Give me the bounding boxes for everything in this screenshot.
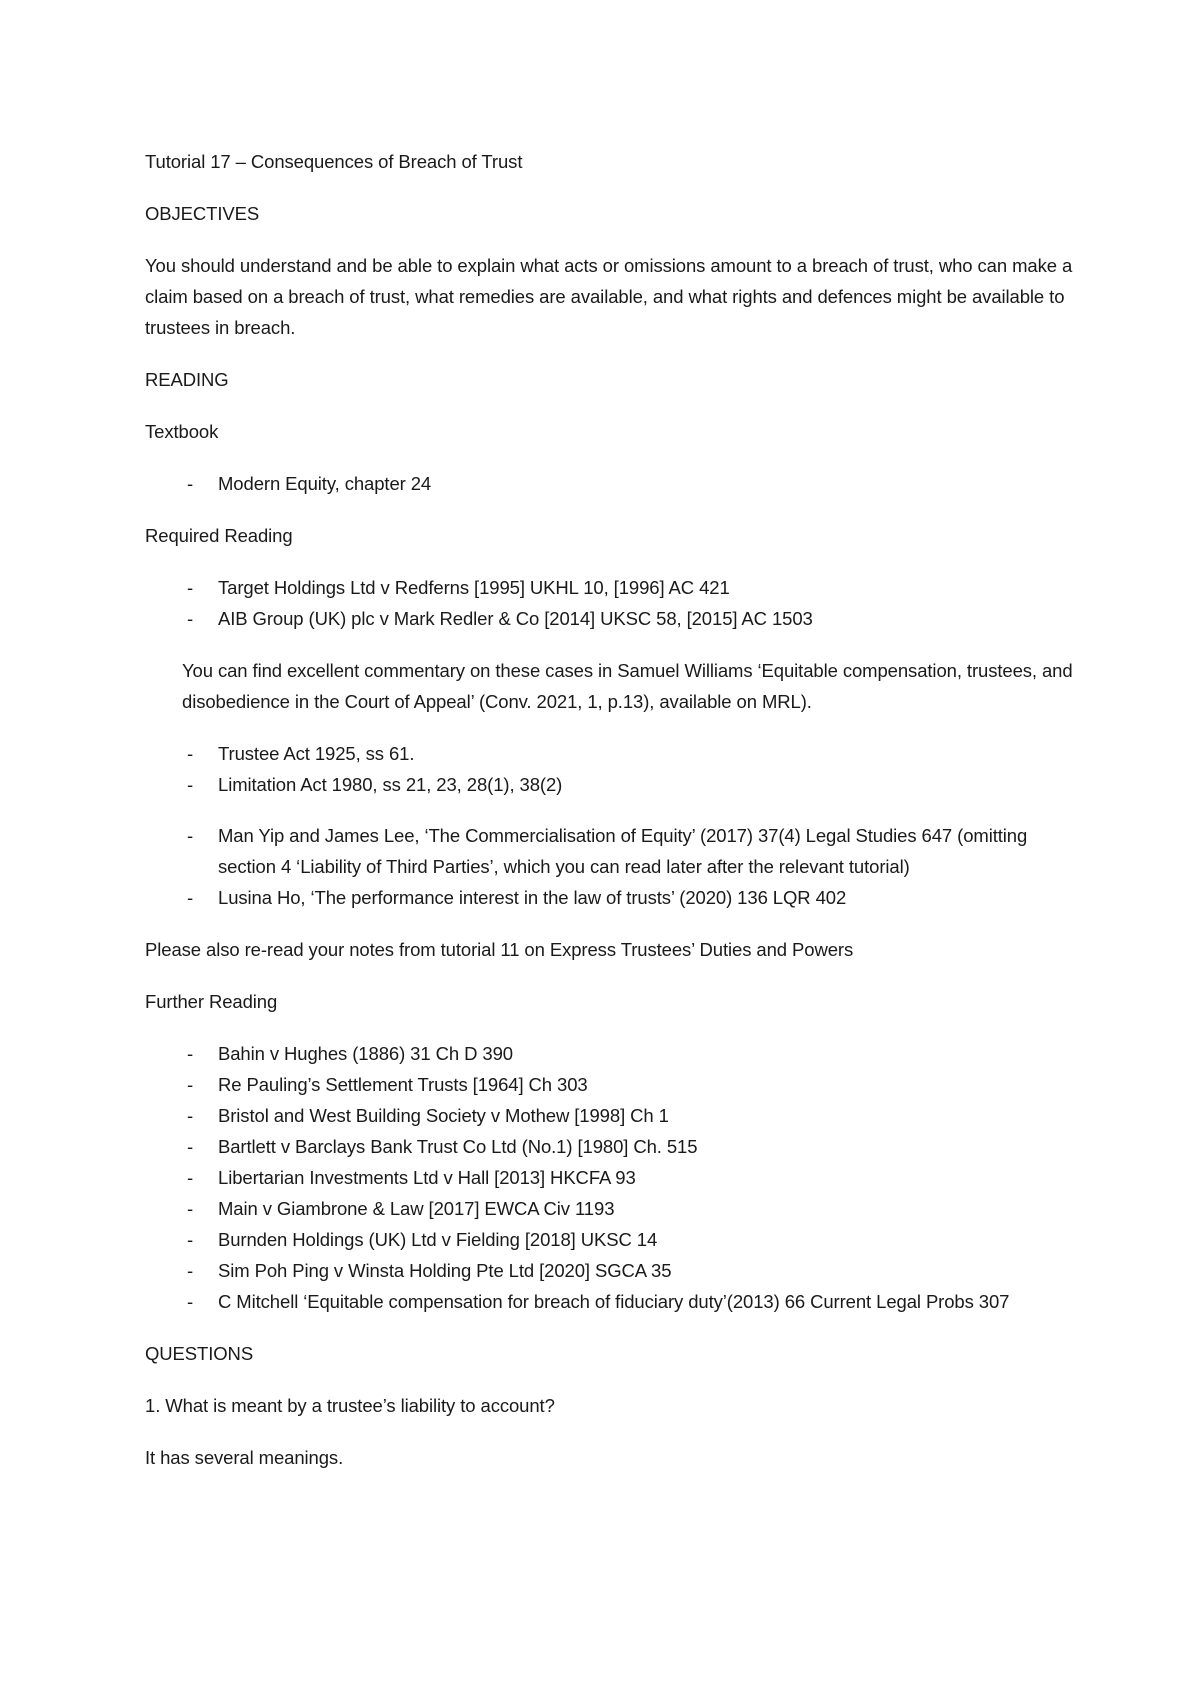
list-item: - AIB Group (UK) plc v Mark Redler & Co [2014] UKSC 58, [2015] AC 1503 — [145, 603, 1080, 634]
list-item: - Limitation Act 1980, ss 21, 23, 28(1), 38(2) — [145, 769, 1080, 800]
objectives-text: You should understand and be able to explain what acts or omissions amount to a breach of trust, who can make a claim based on a breach of trust, what remedies are available, and what rights and defences might be available to trustees in breach. — [145, 255, 1073, 338]
spacer — [145, 800, 1080, 820]
required-cases-list — [145, 572, 1080, 634]
commentary-note: You can find excellent commentary on these cases in Samuel Williams ‘Equitable compensation, trustees, and disobedience in the Court of Appeal’ (Conv. 2021, 1, p.13), available on MRL). — [182, 660, 1073, 712]
list-item: - Bahin v Hughes (1886) 31 Ch D 390 — [145, 1038, 1080, 1069]
question-1: 1. What is meant by a trustee’s liability to account? — [145, 1395, 555, 1416]
page-title: Tutorial 17 – Consequences of Breach of Trust — [145, 151, 523, 172]
list-item: - Libertarian Investments Ltd v Hall [2013] HKCFA 93 — [145, 1162, 1080, 1193]
required-reading-heading: Required Reading — [145, 525, 293, 546]
list-item: - Re Pauling’s Settlement Trusts [1964] Ch 303 — [145, 1069, 1080, 1100]
textbook-list — [145, 468, 1080, 499]
list-item: - Sim Poh Ping v Winsta Holding Pte Ltd [2020] SGCA 35 — [145, 1255, 1080, 1286]
reading-heading: READING — [145, 369, 229, 390]
further-reading-list — [145, 1038, 1080, 1317]
statutes-list — [145, 738, 1080, 800]
list-item: - Target Holdings Ltd v Redferns [1995] UKHL 10, [1996] AC 421 — [145, 572, 1080, 603]
further-reading-heading: Further Reading — [145, 991, 278, 1012]
list-item: - Bartlett v Barclays Bank Trust Co Ltd (No.1) [1980] Ch. 515 — [145, 1131, 1080, 1162]
list-item: - Main v Giambrone & Law [2017] EWCA Civ 1193 — [145, 1193, 1080, 1224]
answer-1: It has several meanings. — [145, 1447, 344, 1468]
reread-note: Please also re-read your notes from tutorial 11 on Express Trustees’ Duties and Powers — [145, 939, 854, 960]
objectives-heading: OBJECTIVES — [145, 203, 260, 224]
list-item: - Burnden Holdings (UK) Ltd v Fielding [2018] UKSC 14 — [145, 1224, 1080, 1255]
textbook-heading: Textbook — [145, 421, 219, 442]
document-body — [145, 146, 1080, 1494]
list-item: - C Mitchell ‘Equitable compensation for breach of fiduciary duty’(2013) 66 Current Legal Probs 307 — [145, 1286, 1080, 1317]
questions-heading: QUESTIONS — [145, 1343, 254, 1364]
list-item: - Trustee Act 1925, ss 61. — [145, 738, 1080, 769]
articles-list — [145, 820, 1080, 913]
list-item: - Modern Equity, chapter 24 — [145, 468, 1080, 499]
list-item: - Bristol and West Building Society v Mothew [1998] Ch 1 — [145, 1100, 1080, 1131]
list-item: - Man Yip and James Lee, ‘The Commercialisation of Equity’ (2017) 37(4) Legal Studies 647 (omitting section 4 ‘Liability of Third Parties’, which you can read later after the relevant tutorial) — [145, 820, 1080, 882]
list-item: - Lusina Ho, ‘The performance interest in the law of trusts’ (2020) 136 LQR 402 — [145, 882, 1080, 913]
